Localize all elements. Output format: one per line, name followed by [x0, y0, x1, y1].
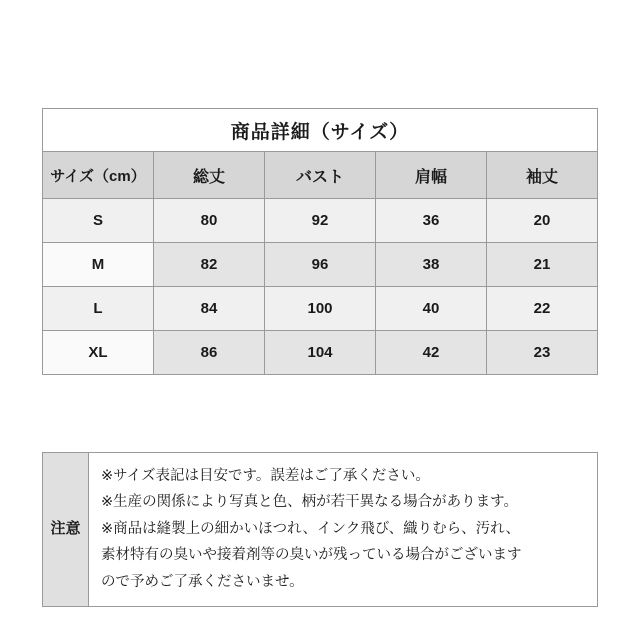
cell-sleeve: 22 [487, 287, 598, 331]
note-line: ※生産の関係により写真と色、柄が若干異なる場合があります。 [101, 494, 518, 511]
notes-label-text: 注意 [50, 520, 81, 538]
table-header-row [43, 152, 598, 199]
cell-size: S [43, 199, 154, 243]
table-row [43, 243, 598, 287]
column-header-bust: バスト [265, 152, 376, 199]
cell-length: 80 [154, 199, 265, 243]
cell-shoulder: 42 [376, 331, 487, 375]
size-table-container [42, 108, 598, 375]
table-row [43, 331, 598, 375]
cell-size: L [43, 287, 154, 331]
cell-bust: 92 [265, 199, 376, 243]
size-table-title-row [43, 109, 598, 152]
size-table [42, 108, 598, 375]
size-table-head [43, 109, 598, 152]
notes-section [42, 452, 598, 607]
cell-sleeve: 23 [487, 331, 598, 375]
size-table-column-headers [43, 152, 598, 199]
cell-shoulder: 38 [376, 243, 487, 287]
cell-size: XL [43, 331, 154, 375]
cell-bust: 104 [265, 331, 376, 375]
table-row [43, 287, 598, 331]
column-header-shoulder: 肩幅 [376, 152, 487, 199]
column-header-size: サイズ（cm） [43, 152, 154, 199]
column-header-length: 総丈 [154, 152, 265, 199]
note-line: ので予めご了承くださいませ。 [101, 573, 304, 590]
column-header-sleeve: 袖丈 [487, 152, 598, 199]
notes-label-cell [43, 453, 89, 606]
note-line: ※サイズ表記は目安です。誤差はご了承ください。 [101, 468, 430, 484]
note-line: ※商品は縫製上の細かいほつれ、インク飛び、織りむら、汚れ、 [101, 520, 521, 537]
cell-length: 84 [154, 287, 265, 331]
notes-body [89, 453, 597, 606]
cell-bust: 96 [265, 243, 376, 287]
size-table-body [43, 199, 598, 375]
cell-shoulder: 36 [376, 199, 487, 243]
cell-size: M [43, 243, 154, 287]
table-row [43, 199, 598, 243]
cell-shoulder: 40 [376, 287, 487, 331]
note-line: 素材特有の臭いや接着剤等の臭いが残っている場合がございます [101, 547, 522, 564]
cell-length: 86 [154, 331, 265, 375]
cell-sleeve: 20 [487, 199, 598, 243]
size-table-title: 商品詳細（サイズ） [43, 109, 598, 152]
cell-sleeve: 21 [487, 243, 598, 287]
cell-bust: 100 [265, 287, 376, 331]
cell-length: 82 [154, 243, 265, 287]
